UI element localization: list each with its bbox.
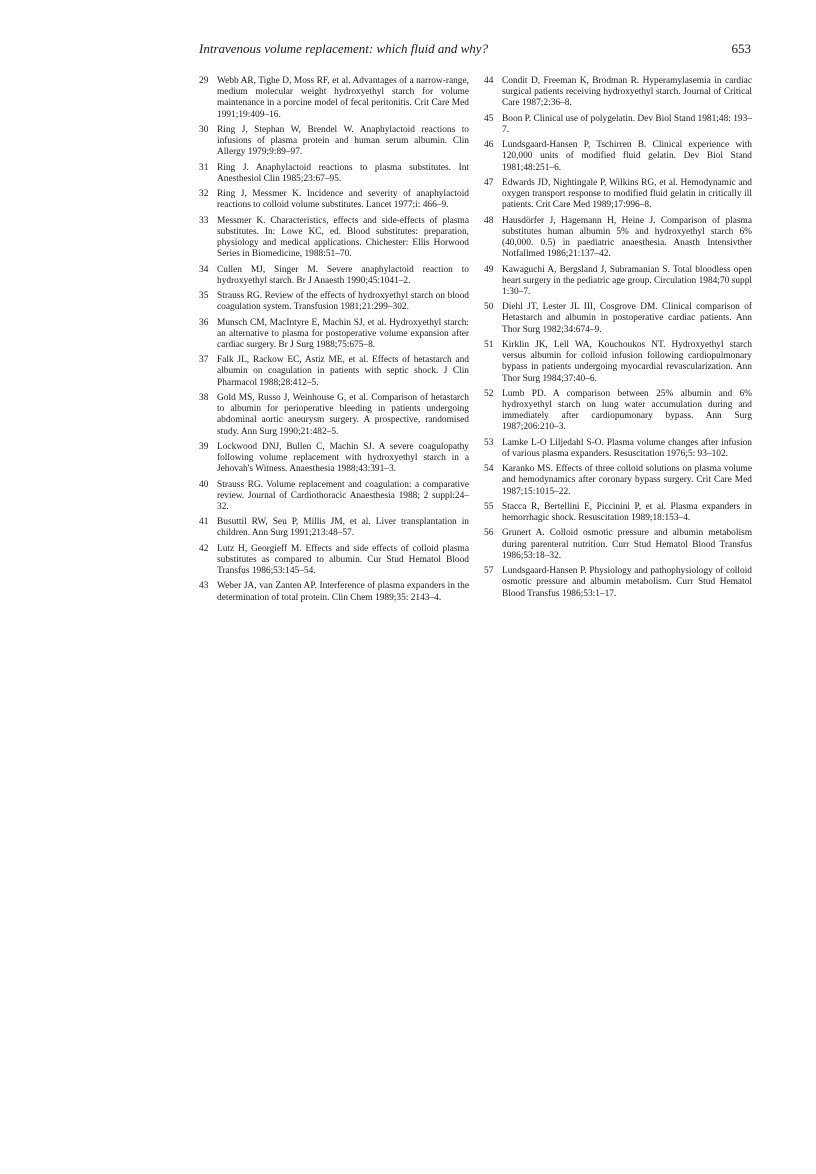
reference-text: Hausdörfer J, Hagemann H, Heine J. Comparison of plasma substitutes human albumin 5% and hydroxyethyl starch 6% (40,000. 0.5) in paediatric anaesthesia. Anasth Intensivther Notfallmed 1986;21:137–42. (502, 215, 752, 260)
reference-text: Karanko MS. Effects of three colloid solutions on plasma volume and hemodynamics after coronary bypass surgery. Crit Care Med 1987;15:1015–22. (502, 464, 752, 497)
reference-number: 43 (199, 581, 209, 592)
reference-text: Kawaguchi A, Bergsland J, Subramanian S. Total bloodless open heart surgery in the pediatric age group. Circulation 1984;70 suppl 1:30–7. (502, 264, 752, 297)
reference-item (484, 340, 752, 385)
reference-text: Munsch CM, MacIntyre E, Machin SJ, et al. Hydroxyethyl starch: an alternative to plasma for postoperative volume expansion after cardiac surgery. Br J Surg 1988;75:675–8. (217, 317, 469, 350)
reference-text: Lamke L-O Liljedahl S-O. Plasma volume changes after infusion of various plasma expanders. Resuscitation 1976;5: 93–102. (502, 437, 752, 459)
reference-item (484, 140, 752, 174)
reference-text: Ring J. Anaphylactoid reactions to plasma substitutes. Int Anesthesiol Clin 1985;23:67–95. (217, 162, 469, 184)
reference-item (484, 389, 752, 434)
reference-number: 54 (484, 464, 494, 475)
reference-number: 33 (199, 215, 209, 226)
reference-text: Stacca R, Bertellini E, Piccinini P, et al. Plasma expanders in hemorrhagic shock. Resuscitation 1989;18:153–4. (502, 501, 752, 524)
reference-item (484, 265, 752, 299)
reference-number: 52 (484, 388, 494, 399)
reference-text: Weber JA, van Zanten AP. Interference of plasma expanders in the determination of total protein. Clin Chem 1989;35: 2143–4. (217, 581, 469, 603)
reference-text: Lumb PD. A comparison between 25% albumin and 6% hydroxyethyl starch on lung water accumulation during and immediately after cardiopumonary bypass. Ann Surg 1987;206:210–3. (502, 388, 752, 433)
reference-number: 45 (484, 113, 494, 124)
reference-item (199, 442, 469, 476)
reference-item (484, 528, 752, 562)
reference-number: 48 (484, 215, 494, 226)
reference-item (199, 125, 469, 159)
reference-text: Strauss RG. Review of the effects of hydroxyethyl starch on blood coagulation system. Transfusion 1981;21:299–302. (217, 291, 469, 313)
reference-item (199, 318, 469, 352)
reference-item (199, 291, 469, 313)
reference-item (199, 216, 469, 261)
reference-number: 50 (484, 302, 494, 313)
reference-number: 46 (484, 140, 494, 151)
reference-text: Gold MS, Russo J, Weinhouse G, et al. Comparison of hetastarch to albumin for perioperative bleeding in patients undergoing abdominal aortic aneurysm surgery. A prospective, randomised study. Ann Surg 1990;21:482–5. (217, 392, 469, 437)
reference-number: 53 (484, 437, 494, 448)
reference-text: Boon P. Clinical use of polygelatin. Dev Biol Stand 1981;48: 193–7. (502, 113, 752, 135)
reference-text: Condit D, Freeman K, Brodman R. Hyperamylasemia in cardiac surgical patients receiving hydroxyethyl starch. Journal of Critical Care 1987;2:36–8. (502, 76, 752, 109)
reference-text: Webb AR, Tighe D, Moss RF, et al. Advantages of a narrow-range, medium molecular weight hydroxyethyl starch for volume maintenance in a porcine model of fecal peritonitis. Crit Care Med 1991;19:409–16. (217, 76, 469, 120)
reference-item (199, 189, 469, 211)
reference-item (484, 566, 752, 600)
reference-item (199, 581, 469, 603)
reference-item (199, 517, 469, 539)
page-header (199, 41, 751, 63)
running-title: Intravenous volume replacement: which fluid and why? (199, 41, 489, 56)
reference-text: Lundsgaard-Hansen P. Physiology and pathophysiology of colloid osmotic pressure and albumin metabolism. Curr Stud Hematol Blood Transfus 1986;53:1–17. (502, 566, 752, 599)
reference-number: 40 (199, 479, 209, 490)
reference-number: 41 (199, 517, 209, 528)
reference-number: 56 (484, 528, 494, 539)
reference-item (484, 438, 752, 460)
reference-number: 34 (199, 264, 209, 275)
reference-text: Ring J, Messmer K. Incidence and severity of anaphylactoid reactions to colloid volume substitutes. Lancet 1977;i: 466–9. (217, 189, 469, 211)
reference-text: Kirklin JK, Lell WA, Kouchoukos NT. Hydroxyethyl starch versus albumin for colloid infusion following cardiopulmonary bypass in patients undergoing myocardial revascularization. Ann Thor Surg 1984;37:40–6. (502, 339, 752, 384)
reference-text: Messmer K. Characteristics, effects and side-effects of plasma substitutes. In: Lowe KC, ed. Blood substitutes: preparation, physiology and medical applications. Chichester: Ellis Horwood Series in Biomedicine, 1988:51–70. (217, 215, 469, 260)
reference-number: 31 (199, 162, 209, 173)
reference-number: 49 (484, 264, 494, 275)
page-number: 653 (731, 41, 751, 56)
reference-text: Diehl JT, Lester JL III, Cosgrove DM. Clinical comparison of Hetastarch and albumin in postoperative cardiac patients. Ann Thor Surg 1982;34:674–9. (502, 302, 752, 335)
reference-item (484, 178, 752, 212)
reference-item (484, 502, 752, 524)
reference-item (199, 480, 469, 514)
reference-text: Grunert A. Colloid osmotic pressure and albumin metabolism during parenteral nutrition. Curr Stud Hematol Blood Transfus 1986;53:18–32. (502, 528, 752, 561)
reference-item (484, 114, 752, 136)
reference-text: Edwards JD, Nightingale P, Wilkins RG, et al. Hemodynamic and oxygen transport response to modified fluid gelatin in critically ill patients. Crit Care Med 1989;17:996–8. (502, 177, 752, 211)
reference-item (484, 76, 752, 110)
reference-number: 35 (199, 291, 209, 302)
reference-text: Lundsgaard-Hansen P, Tschirren B. Clinical experience with 120,000 units of modified fluid gelatin. Dev Biol Stand 1981;48:251–6. (502, 140, 752, 173)
reference-item (199, 265, 469, 287)
reference-text: Ring J, Stephan W, Brendel W. Anaphylactoid reactions to infusions of plasma protein and human serum albumin. Clin Allergy 1979;9:89–97. (217, 124, 469, 158)
reference-text: Lutz H, Georgieff M. Effects and side effects of colloid plasma substitutes as compared to albumin. Cur Stud Hematol Blood Transfus 1986;53:145–54. (217, 543, 469, 577)
reference-number: 32 (199, 189, 209, 200)
reference-item (199, 544, 469, 578)
reference-number: 38 (199, 392, 209, 403)
reference-text: Strauss RG. Volume replacement and coagulation: a comparative review. Journal of Cardiothoracic Anaesthesia 1988; 2 suppl:24–32. (217, 479, 469, 512)
reference-number: 55 (484, 501, 494, 512)
reference-item (484, 216, 752, 261)
reference-text: Lockwood DNJ, Bullen C, Machin SJ. A severe coagulopathy following volume replacement with hydroxyethyl starch in a Jehovah's Witness. Anaesthesia 1988;43:391–3. (217, 441, 469, 475)
references-right-column (484, 76, 752, 604)
reference-number: 39 (199, 441, 209, 452)
reference-number: 57 (484, 566, 494, 577)
reference-number: 29 (199, 76, 209, 86)
reference-item (199, 393, 469, 438)
reference-number: 42 (199, 543, 209, 554)
reference-number: 36 (199, 317, 209, 328)
reference-item (199, 355, 469, 389)
reference-text: Falk JL, Rackow EC, Astiz ME, et al. Effects of hetastarch and albumin on coagulation in patients with septic shock. J Clin Pharmacol 1988;28:412–5. (217, 355, 469, 388)
reference-number: 37 (199, 355, 209, 366)
reference-item (484, 464, 752, 498)
reference-text: Cullen MJ, Singer M. Severe anaphylactoid reaction to hydroxyethyl starch. Br J Anaesth 1990;45:1041–2. (217, 264, 469, 286)
reference-item (484, 302, 752, 336)
reference-number: 44 (484, 76, 494, 86)
reference-text: Busuttil RW, Seu P, Millis JM, et al. Liver transplantation in children. Ann Surg 1991;213:48–57. (217, 517, 469, 539)
reference-number: 51 (484, 339, 494, 350)
reference-number: 30 (199, 124, 209, 135)
reference-number: 47 (484, 177, 494, 188)
reference-item (199, 76, 469, 121)
references-left-column (199, 76, 469, 608)
reference-item (199, 163, 469, 185)
